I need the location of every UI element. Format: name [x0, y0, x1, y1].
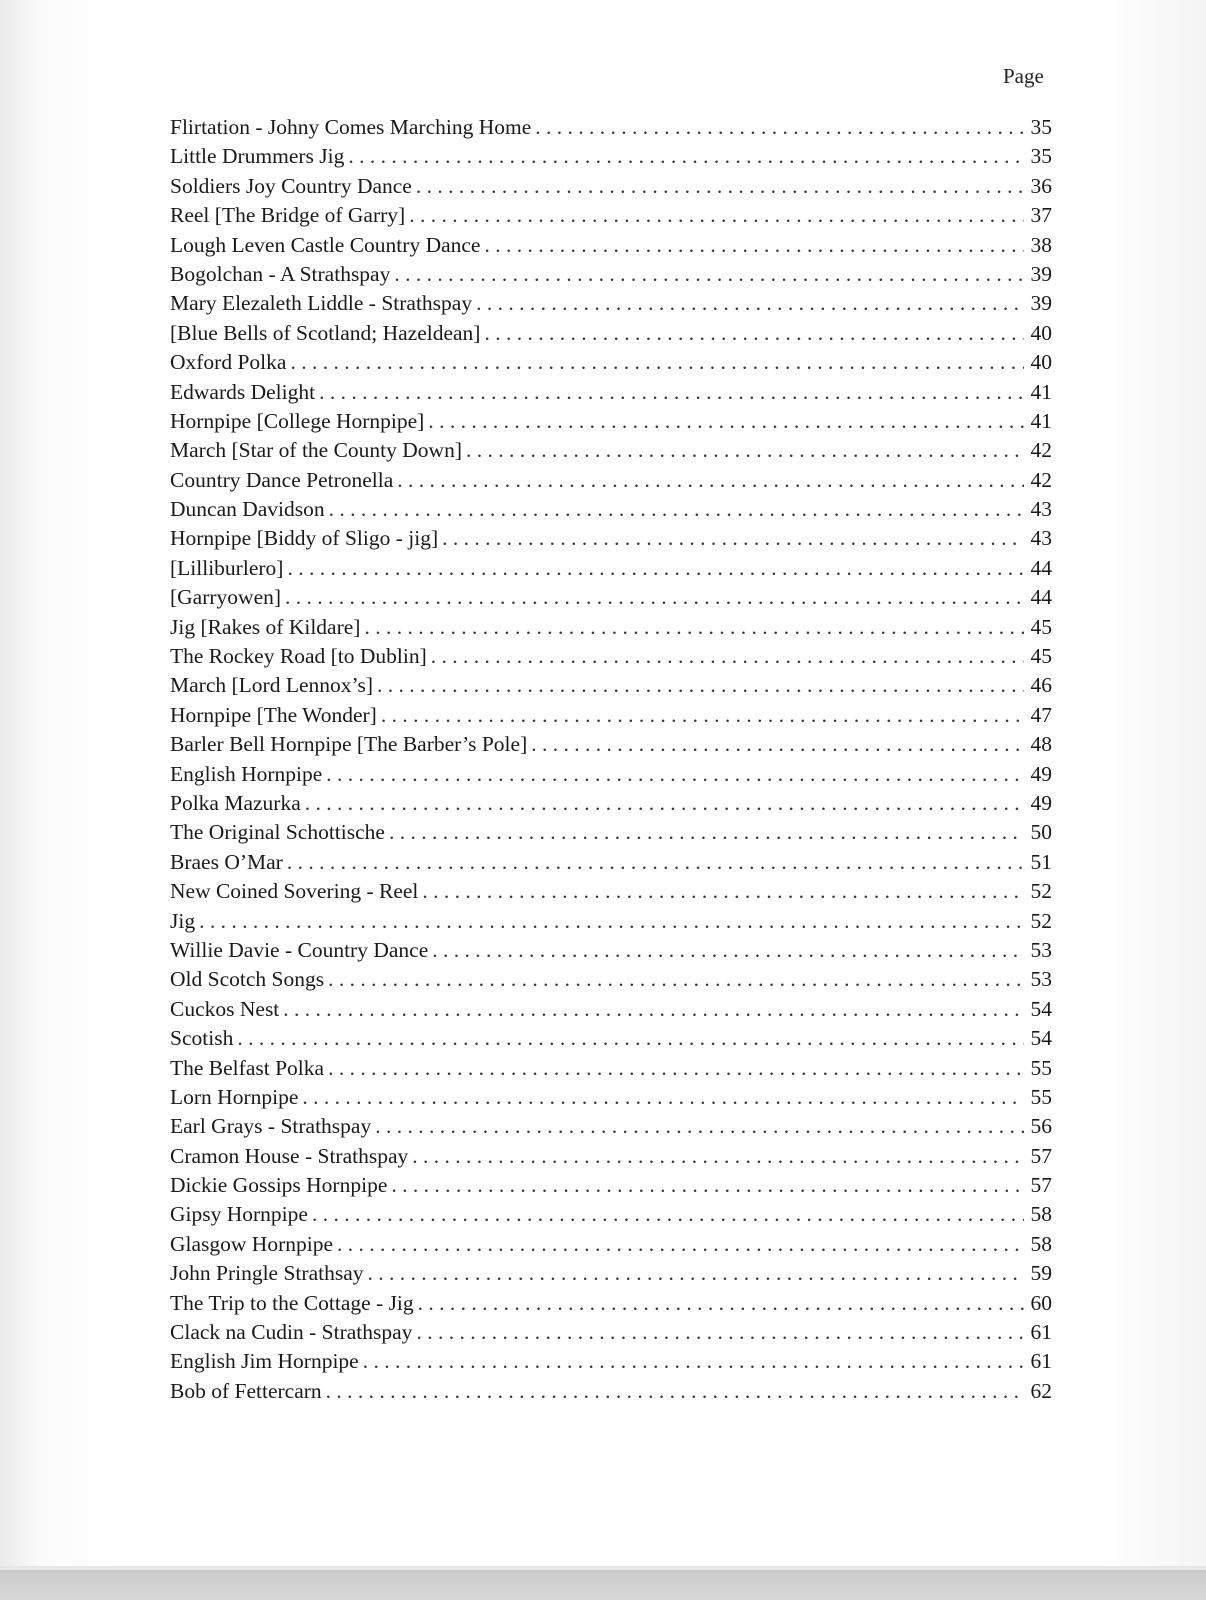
toc-entry-title: English Jim Hornpipe [170, 1349, 359, 1374]
toc-entry [170, 789, 1052, 818]
dot-leader [484, 319, 1024, 348]
toc-entry [170, 436, 1052, 465]
toc-entry-page-number: 53 [1030, 937, 1052, 962]
toc-entry [170, 260, 1052, 289]
toc-entry-page-number: 36 [1030, 173, 1052, 198]
toc-entry-page-number: 43 [1030, 526, 1052, 551]
dot-leader [484, 231, 1024, 260]
toc-entry-page-number: 54 [1030, 996, 1052, 1021]
toc-entry [170, 319, 1052, 348]
toc-entry-title: Barler Bell Hornpipe [The Barber’s Pole] [170, 732, 528, 757]
toc-entry-page-number: 35 [1030, 144, 1052, 169]
toc-entry [170, 613, 1052, 642]
dot-leader [302, 1083, 1024, 1112]
dot-leader [409, 201, 1024, 230]
toc-entry-title: Cramon House - Strathspay [170, 1143, 409, 1168]
toc-entry-page-number: 43 [1030, 497, 1052, 522]
dot-leader [412, 1142, 1024, 1171]
dot-leader [237, 1024, 1024, 1053]
toc-entry-title: The Belfast Polka [170, 1055, 325, 1080]
toc-entry [170, 407, 1052, 436]
dot-leader [328, 1054, 1024, 1083]
dot-leader [348, 142, 1024, 171]
dot-leader [337, 1230, 1024, 1259]
toc-entry-title: New Coined Sovering - Reel [170, 879, 419, 904]
toc-entry-title: Jig [170, 908, 196, 933]
toc-entry [170, 1318, 1052, 1347]
dot-leader [326, 760, 1024, 789]
toc-entry-title: Edwards Delight [170, 379, 316, 404]
toc-entry-page-number: 52 [1030, 879, 1052, 904]
toc-entry-page-number: 47 [1030, 702, 1052, 727]
toc-entry-title: Lough Leven Castle Country Dance [170, 232, 481, 257]
toc-entry-page-number: 59 [1030, 1261, 1052, 1286]
toc-entry-title: Willie Davie - Country Dance [170, 937, 429, 962]
dot-leader [364, 613, 1024, 642]
toc-entry [170, 1112, 1052, 1141]
toc-entry-page-number: 60 [1030, 1290, 1052, 1315]
toc-entry [170, 231, 1052, 260]
dot-leader [432, 936, 1024, 965]
toc-entry-page-number: 44 [1030, 585, 1052, 610]
toc-entry-page-number: 51 [1030, 849, 1052, 874]
dot-leader [391, 1171, 1024, 1200]
toc-entry-page-number: 38 [1030, 232, 1052, 257]
toc-entry-page-number: 58 [1030, 1202, 1052, 1227]
toc-entry [170, 524, 1052, 553]
dot-leader [531, 730, 1024, 759]
toc-entry-page-number: 62 [1030, 1378, 1052, 1403]
toc-entry-title: Dickie Gossips Hornpipe [170, 1173, 388, 1198]
page-column-header: Page [1003, 64, 1044, 88]
toc-entry [170, 907, 1052, 936]
toc-entry-page-number: 61 [1030, 1320, 1052, 1345]
dot-leader [285, 583, 1024, 612]
toc-entry-page-number: 50 [1030, 820, 1052, 845]
toc-entry-title: [Garryowen] [170, 585, 282, 610]
toc-entry [170, 172, 1052, 201]
toc-entry [170, 348, 1052, 377]
dot-leader [397, 466, 1024, 495]
toc-entry [170, 142, 1052, 171]
toc-entry-page-number: 41 [1030, 408, 1052, 433]
toc-entry-page-number: 39 [1030, 261, 1052, 286]
toc-entry [170, 1347, 1052, 1376]
toc-entry-title: Reel [The Bridge of Garry] [170, 203, 406, 228]
toc-entry [170, 466, 1052, 495]
toc-entry-title: The Original Schottische [170, 820, 385, 845]
dot-leader [326, 1377, 1024, 1406]
toc-entry [170, 1377, 1052, 1406]
dot-leader [329, 495, 1024, 524]
toc-entry [170, 671, 1052, 700]
toc-entry-title: [Blue Bells of Scotland; Hazeldean] [170, 320, 481, 345]
toc-entry [170, 642, 1052, 671]
toc-entry-title: Hornpipe [College Hornpipe] [170, 408, 425, 433]
dot-leader [305, 789, 1024, 818]
toc-entry [170, 818, 1052, 847]
toc-entry-title: Polka Mazurka [170, 790, 301, 815]
dot-leader [319, 378, 1024, 407]
scan-bottom-edge [0, 1570, 1206, 1600]
toc-entry-title: Country Dance Petronella [170, 467, 394, 492]
toc-entry-title: Mary Elezaleth Liddle - Strathspay [170, 291, 473, 316]
dot-leader [476, 289, 1024, 318]
toc-entry-title: Bogolchan - A Strathspay [170, 261, 391, 286]
toc-entry-title: Hornpipe [Biddy of Sligo - jig] [170, 526, 439, 551]
dot-leader [422, 877, 1024, 906]
toc-entry-title: Glasgow Hornpipe [170, 1231, 334, 1256]
dot-leader [328, 965, 1024, 994]
toc-entry-page-number: 56 [1030, 1114, 1052, 1139]
toc-entry-title: Braes O’Mar [170, 849, 283, 874]
dot-leader [287, 848, 1024, 877]
toc-entry [170, 554, 1052, 583]
dot-leader [287, 554, 1024, 583]
toc-entry-page-number: 40 [1030, 350, 1052, 375]
toc-entry-page-number: 44 [1030, 555, 1052, 580]
dot-leader [431, 642, 1024, 671]
toc-entry-title: [Lilliburlero] [170, 555, 284, 580]
toc-entry-page-number: 49 [1030, 761, 1052, 786]
toc-entry-page-number: 41 [1030, 379, 1052, 404]
toc-entry [170, 289, 1052, 318]
toc-entry-title: Hornpipe [The Wonder] [170, 702, 377, 727]
toc-entry [170, 583, 1052, 612]
toc-entry-page-number: 58 [1030, 1231, 1052, 1256]
dot-leader [377, 671, 1024, 700]
toc-entry-title: The Trip to the Cottage - Jig [170, 1290, 414, 1315]
toc-entry-page-number: 39 [1030, 291, 1052, 316]
toc-entry [170, 378, 1052, 407]
dot-leader [416, 172, 1024, 201]
toc-entry [170, 1200, 1052, 1229]
toc-entry-page-number: 45 [1030, 614, 1052, 639]
toc-entry-title: Scotish [170, 1026, 234, 1051]
toc-entry [170, 965, 1052, 994]
toc-entry-title: Cuckos Nest [170, 996, 280, 1021]
toc-entry-page-number: 48 [1030, 732, 1052, 757]
dot-leader [418, 1289, 1024, 1318]
toc-entry-page-number: 40 [1030, 320, 1052, 345]
toc-entry-page-number: 57 [1030, 1173, 1052, 1198]
toc-entry [170, 1054, 1052, 1083]
toc-entry-page-number: 55 [1030, 1084, 1052, 1109]
table-of-contents [170, 113, 1052, 1406]
dot-leader [381, 701, 1024, 730]
toc-entry-title: Little Drummers Jig [170, 144, 345, 169]
toc-entry [170, 1171, 1052, 1200]
toc-entry-page-number: 35 [1030, 115, 1052, 139]
toc-entry-page-number: 42 [1030, 438, 1052, 463]
dot-leader [290, 348, 1024, 377]
toc-entry-page-number: 52 [1030, 908, 1052, 933]
toc-entry-title: Earl Grays - Strathspay [170, 1114, 372, 1139]
toc-entry-title: Bob of Fettercarn [170, 1378, 322, 1403]
dot-leader [428, 407, 1024, 436]
toc-entry [170, 877, 1052, 906]
toc-entry-page-number: 57 [1030, 1143, 1052, 1168]
toc-entry-title: March [Lord Lennox’s] [170, 673, 373, 698]
toc-entry-title: Gipsy Hornpipe [170, 1202, 308, 1227]
dot-leader [394, 260, 1024, 289]
dot-leader [466, 436, 1024, 465]
dot-leader [535, 113, 1024, 142]
dot-leader [199, 907, 1024, 936]
dot-leader [283, 995, 1024, 1024]
dot-leader [375, 1112, 1024, 1141]
toc-entry [170, 760, 1052, 789]
dot-leader [363, 1347, 1024, 1376]
toc-entry [170, 1259, 1052, 1288]
toc-entry [170, 995, 1052, 1024]
toc-entry [170, 1024, 1052, 1053]
toc-entry-title: Oxford Polka [170, 350, 287, 375]
toc-entry [170, 201, 1052, 230]
toc-entry [170, 1230, 1052, 1259]
toc-entry-title: The Rockey Road [to Dublin] [170, 644, 427, 669]
toc-entry [170, 1289, 1052, 1318]
dot-leader [416, 1318, 1024, 1347]
toc-entry-title: Duncan Davidson [170, 497, 325, 522]
toc-entry [170, 1083, 1052, 1112]
toc-entry-page-number: 49 [1030, 790, 1052, 815]
toc-entry-title: Soldiers Joy Country Dance [170, 173, 412, 198]
toc-entry [170, 113, 1052, 142]
toc-entry-page-number: 42 [1030, 467, 1052, 492]
toc-entry-page-number: 45 [1030, 644, 1052, 669]
dot-leader [368, 1259, 1025, 1288]
toc-entry-title: March [Star of the County Down] [170, 438, 462, 463]
toc-entry [170, 848, 1052, 877]
toc-entry-title: Clack na Cudin - Strathspay [170, 1320, 413, 1345]
toc-entry-title: John Pringle Strathsay [170, 1261, 364, 1286]
toc-entry-page-number: 46 [1030, 673, 1052, 698]
toc-entry [170, 730, 1052, 759]
toc-entry-title: Flirtation - Johny Comes Marching Home [170, 115, 532, 139]
toc-entry-title: Jig [Rakes of Kildare] [170, 614, 361, 639]
toc-entry-title: Old Scotch Songs [170, 967, 325, 992]
toc-entry [170, 495, 1052, 524]
toc-entry-page-number: 37 [1030, 203, 1052, 228]
dot-leader [312, 1200, 1024, 1229]
dot-leader [389, 818, 1024, 847]
toc-entry-page-number: 61 [1030, 1349, 1052, 1374]
dot-leader [442, 524, 1024, 553]
toc-entry-page-number: 55 [1030, 1055, 1052, 1080]
toc-entry-title: Lorn Hornpipe [170, 1084, 299, 1109]
toc-entry-page-number: 53 [1030, 967, 1052, 992]
toc-entry [170, 936, 1052, 965]
toc-entry [170, 1142, 1052, 1171]
toc-entry-page-number: 54 [1030, 1026, 1052, 1051]
toc-entry [170, 701, 1052, 730]
toc-entry-title: English Hornpipe [170, 761, 323, 786]
